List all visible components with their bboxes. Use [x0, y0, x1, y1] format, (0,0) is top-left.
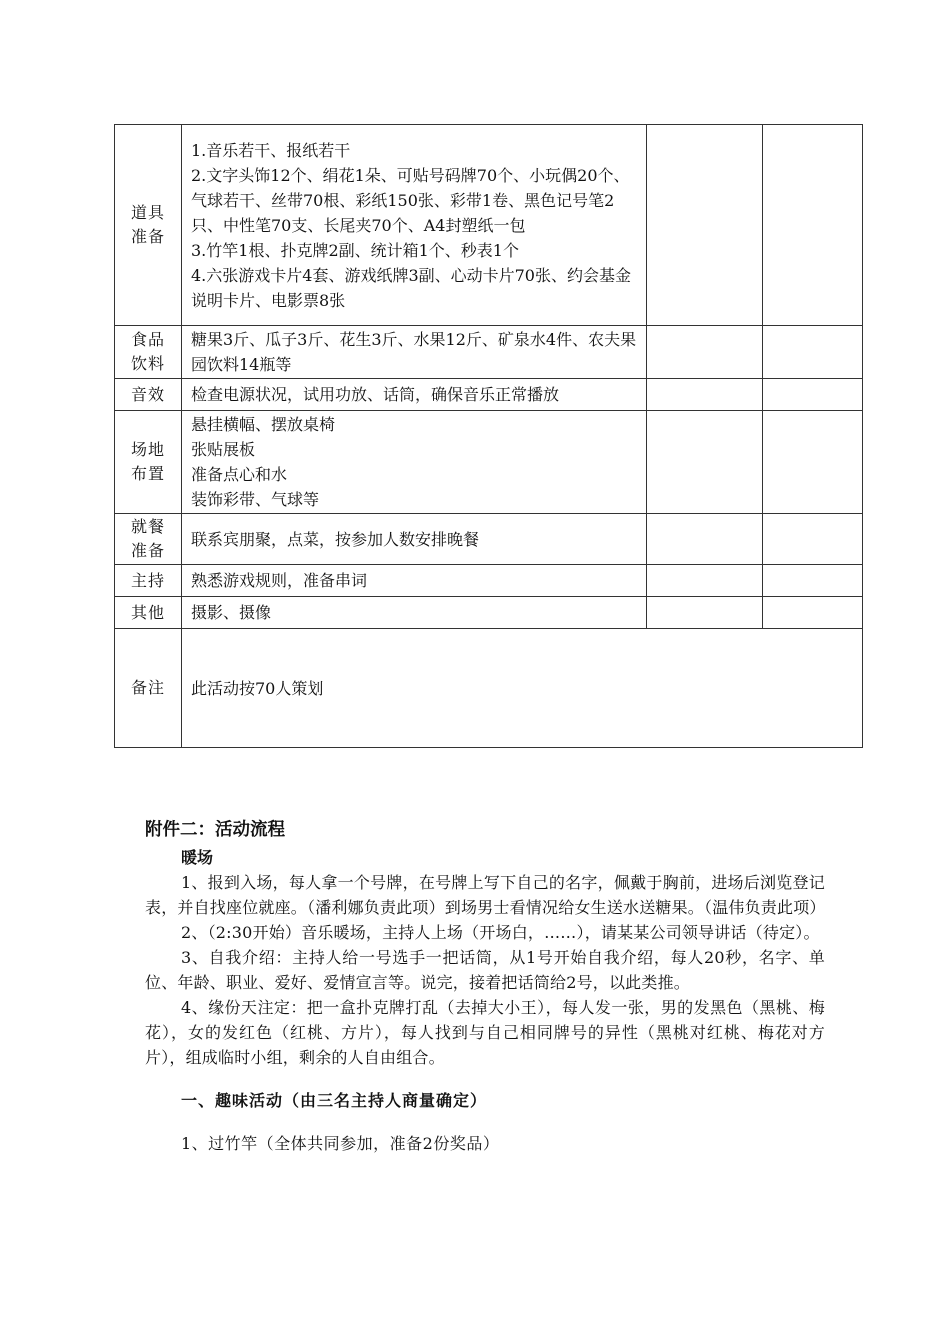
content-line: 摄影、摄像 [191, 603, 272, 622]
preparation-table [114, 124, 863, 748]
content-line: 糖果3斤、瓜子3斤、花生3斤、水果12斤、矿泉水4件、农夫果园饮料14瓶等 [191, 330, 637, 374]
blank-cell [647, 326, 763, 379]
row-content [182, 629, 863, 748]
blank-cell [647, 514, 763, 565]
row-content [182, 514, 647, 565]
row-label: 场地布置 [115, 411, 182, 514]
content-line: 4.六张游戏卡片4套、游戏纸牌3副、心动卡片70张、约会基金说明卡片、电影票8张 [191, 265, 631, 310]
paragraph: 3、自我介绍：主持人给一号选手一把话筒，从1号开始自我介绍，每人20秒，名字、单位、年龄、职业、爱好、爱情宣言等。说完，接着把话筒给2号，以此类推。 [145, 948, 825, 992]
table-row [115, 565, 863, 597]
table-row [115, 514, 863, 565]
blank-cell [763, 597, 863, 629]
row-label: 音效 [115, 379, 182, 411]
content-line: 熟悉游戏规则，准备串词 [191, 571, 368, 590]
content-line: 检查电源状况，试用功放、话筒，确保音乐正常播放 [191, 385, 560, 404]
table-row [115, 597, 863, 629]
paragraph: 4、缘份天注定：把一盒扑克牌打乱（去掉大小王），每人发一张，男的发黑色（黑桃、梅花），女的发红色（红桃、方片），每人找到与自己相同牌号的异性（黑桃对红桃、梅花对方片），组成临时小组，剩余的人自由组合。 [145, 998, 825, 1067]
table-row [115, 629, 863, 748]
content-line: 此活动按70人策划 [191, 678, 324, 698]
table-row [115, 326, 863, 379]
blank-cell [763, 565, 863, 597]
row-content [182, 597, 647, 629]
paragraph: 1、报到入场，每人拿一个号牌，在号牌上写下自己的名字，佩戴于胸前，进场后浏览登记表，并自找座位就座。（潘利娜负责此项）到场男士看情况给女生送水送糖果。（温伟负责此项） [145, 873, 826, 917]
table-row [115, 411, 863, 514]
row-content [182, 379, 647, 411]
content-line: 悬挂横幅、摆放桌椅 [191, 415, 336, 434]
paragraph: 2、（2:30开始）音乐暖场，主持人上场（开场白，……），请某某公司领导讲话（待定）。 [181, 923, 820, 942]
blank-cell [763, 411, 863, 514]
blank-cell [647, 565, 763, 597]
blank-cell [647, 597, 763, 629]
blank-cell [763, 125, 863, 326]
list-item: 1、过竹竿（全体共同参加，准备2份奖品） [181, 1134, 500, 1153]
row-label: 主持 [115, 565, 182, 597]
row-content [182, 565, 647, 597]
row-content [182, 125, 647, 326]
table-row [115, 379, 863, 411]
content-line: 2.文字头饰12个、绢花1朵、可贴号码牌70个、小玩偶20个、气球若干、丝带70根、彩纸150张、彩带1卷、黑色记号笔2只、中性笔70支、长尾夹70个、A4封塑纸一包 [191, 165, 630, 235]
appendix-section [145, 818, 825, 1156]
blank-cell [647, 379, 763, 411]
content-line: 装饰彩带、气球等 [191, 490, 320, 509]
blank-cell [763, 379, 863, 411]
blank-cell [763, 514, 863, 565]
row-label: 其他 [115, 597, 182, 629]
row-label: 就餐准备 [115, 514, 182, 565]
content-line: 张贴展板 [191, 440, 256, 459]
warmup-heading: 暖场 [181, 848, 214, 867]
row-label: 备注 [115, 629, 182, 748]
row-label: 食品饮料 [115, 326, 182, 379]
content-line: 联系宾朋聚，点菜，按参加人数安排晚餐 [191, 529, 480, 549]
blank-cell [763, 326, 863, 379]
row-content [182, 411, 647, 514]
row-content [182, 326, 647, 379]
blank-cell [647, 411, 763, 514]
table-row [115, 125, 863, 326]
row-label: 道具准备 [115, 125, 182, 326]
content-line: 3.竹竿1根、扑克牌2副、统计箱1个、秒表1个 [191, 240, 519, 260]
appendix-title: 附件二：活动流程 [145, 820, 285, 840]
blank-cell [647, 125, 763, 326]
content-line: 准备点心和水 [191, 465, 288, 484]
content-line: 1.音乐若干、报纸若干 [191, 140, 351, 160]
section-heading: 一、趣味活动（由三名主持人商量确定） [181, 1091, 488, 1110]
